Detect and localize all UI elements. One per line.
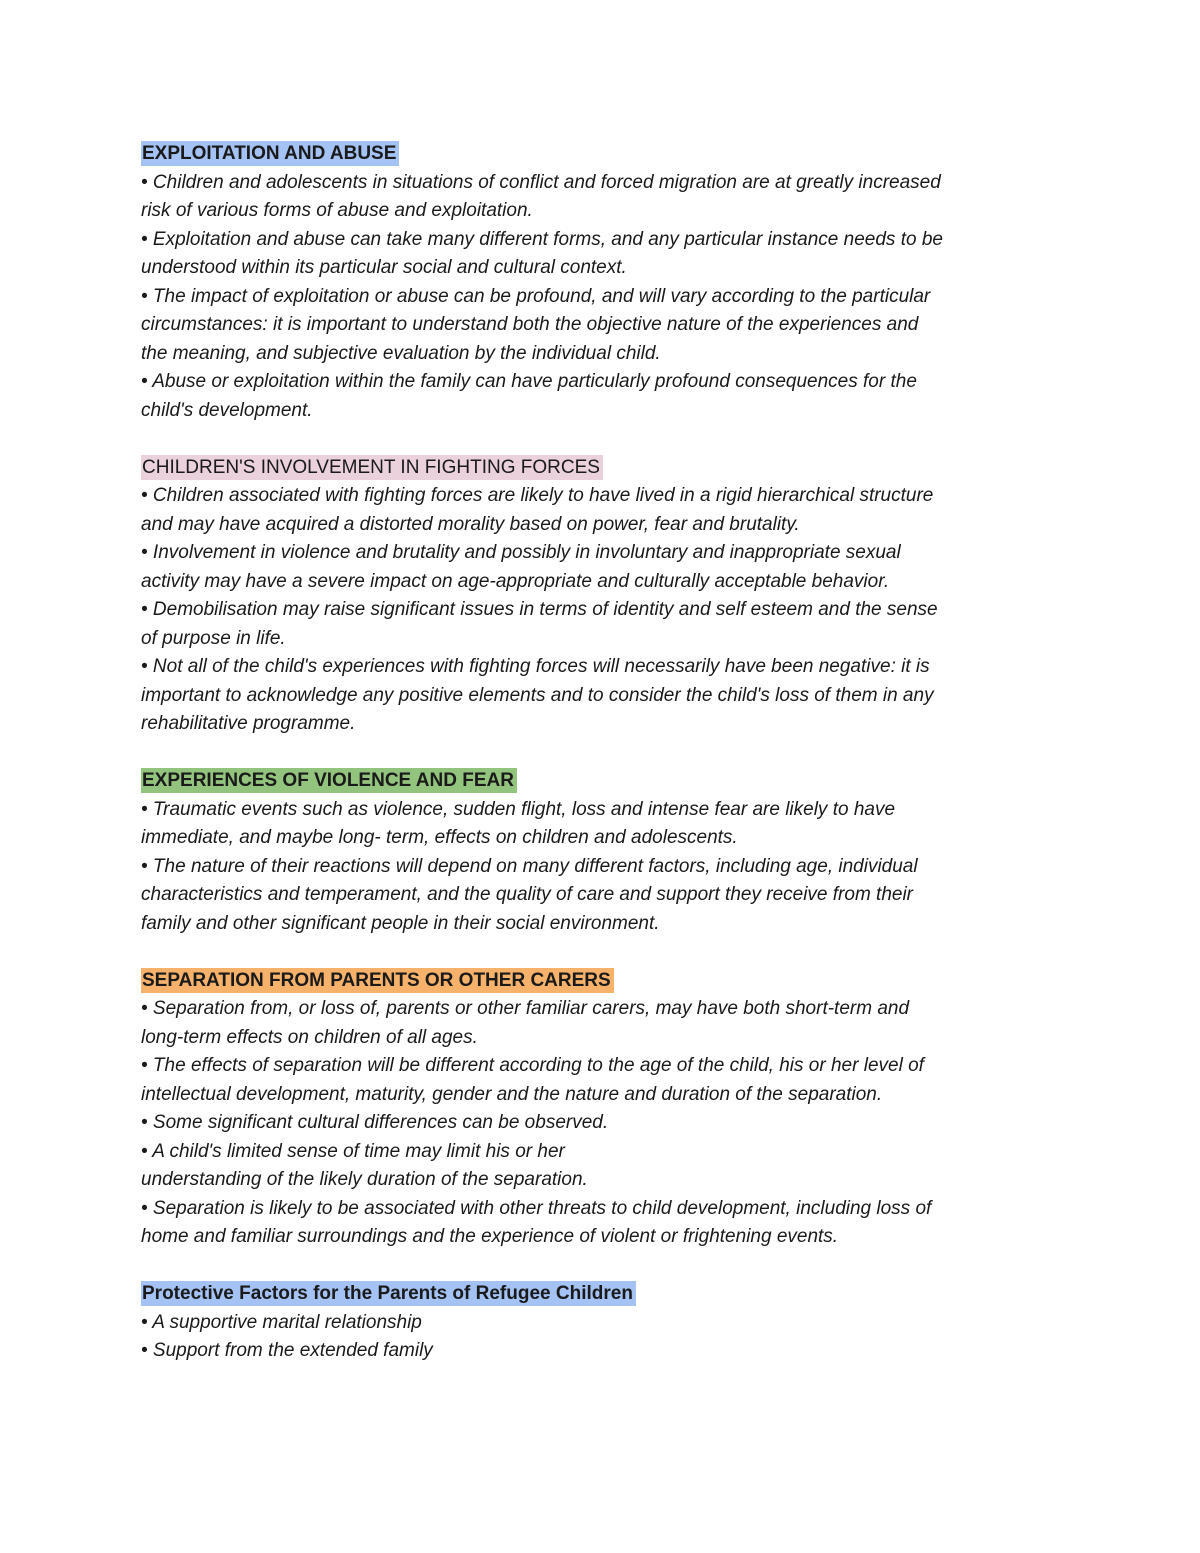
text-line: child's development. [141, 399, 313, 421]
text-line: • Separation from, or loss of, parents or other familiar carers, may have both short-term and [141, 998, 910, 1019]
section-fighting-forces [141, 454, 1061, 739]
text-line: understanding of the likely duration of the separation. [141, 1169, 588, 1190]
text-line: • Demobilisation may raise significant issues in terms of identity and self esteem and the sense [141, 599, 938, 620]
text-line: • A child's limited sense of time may limit his or her [141, 1140, 565, 1162]
section-heading [141, 1280, 1061, 1309]
text-line: rehabilitative programme. [141, 713, 356, 734]
section-protective-factors [141, 1280, 1061, 1366]
text-line: and may have acquired a distorted morality based on power, fear and brutality. [141, 513, 800, 535]
section-heading [141, 140, 1061, 169]
heading-text: EXPLOITATION AND ABUSE [141, 141, 399, 166]
text-line: • Children associated with fighting forces are likely to have lived in a rigid hierarchical structure [141, 485, 934, 506]
text-line: • Abuse or exploitation within the family can have particularly profound consequences for the [141, 371, 917, 392]
text-line: understood within its particular social and cultural context. [141, 257, 627, 278]
text-line: the meaning, and subjective evaluation by the individual child. [141, 342, 661, 364]
text-line: immediate, and maybe long- term, effects on children and adolescents. [141, 827, 738, 848]
section-heading [141, 767, 1061, 796]
section-heading [141, 967, 1061, 996]
text-line: • Some significant cultural differences can be observed. [141, 1112, 609, 1133]
heading-text: Protective Factors for the Parents of Refugee Children [141, 1281, 636, 1306]
text-line: family and other significant people in their social environment. [141, 912, 660, 934]
text-line: • Traumatic events such as violence, sudden flight, loss and intense fear are likely to have [141, 798, 896, 820]
heading-text: EXPERIENCES OF VIOLENCE AND FEAR [141, 768, 517, 793]
document-page [141, 140, 1061, 1394]
text-line: • Support from the extended family [141, 1340, 433, 1361]
text-line: circumstances: it is important to understand both the objective nature of the experiences and [141, 314, 919, 335]
text-line: • Exploitation and abuse can take many different forms, and any particular instance needs to be [141, 228, 943, 250]
text-line: long-term effects on children of all ages. [141, 1026, 478, 1048]
section-exploitation-and-abuse [141, 140, 1061, 425]
text-line: activity may have a severe impact on age-appropriate and culturally acceptable behavior. [141, 570, 890, 592]
section-separation [141, 967, 1061, 1252]
text-line: • Involvement in violence and brutality and possibly in involuntary and inappropriate sexual [141, 542, 901, 563]
heading-text: SEPARATION FROM PARENTS OR OTHER CARERS [141, 968, 614, 993]
text-line: • Separation is likely to be associated with other threats to child development, including loss of [141, 1197, 932, 1219]
section-violence-and-fear [141, 767, 1061, 938]
text-line: • The effects of separation will be different according to the age of the child, his or her level of [141, 1055, 924, 1076]
text-line: intellectual development, maturity, gender and the nature and duration of the separation. [141, 1083, 883, 1105]
text-line: • Not all of the child's experiences with fighting forces will necessarily have been negative: it is [141, 656, 930, 677]
text-line: home and familiar surroundings and the experience of violent or frightening events. [141, 1226, 839, 1247]
text-line: risk of various forms of abuse and exploitation. [141, 200, 533, 221]
text-line: characteristics and temperament, and the quality of care and support they receive from their [141, 884, 914, 905]
heading-text: CHILDREN'S INVOLVEMENT IN FIGHTING FORCES [141, 455, 603, 480]
text-line: • A supportive marital relationship [141, 1311, 422, 1333]
text-line: • The impact of exploitation or abuse can be profound, and will vary according to the particular [141, 285, 931, 307]
text-line: important to acknowledge any positive elements and to consider the child's loss of them in any [141, 684, 934, 706]
text-line: • The nature of their reactions will depend on many different factors, including age, individual [141, 855, 918, 877]
text-line: • Children and adolescents in situations of conflict and forced migration are at greatly increased [141, 171, 941, 193]
text-line: of purpose in life. [141, 627, 286, 649]
section-heading [141, 454, 1061, 483]
